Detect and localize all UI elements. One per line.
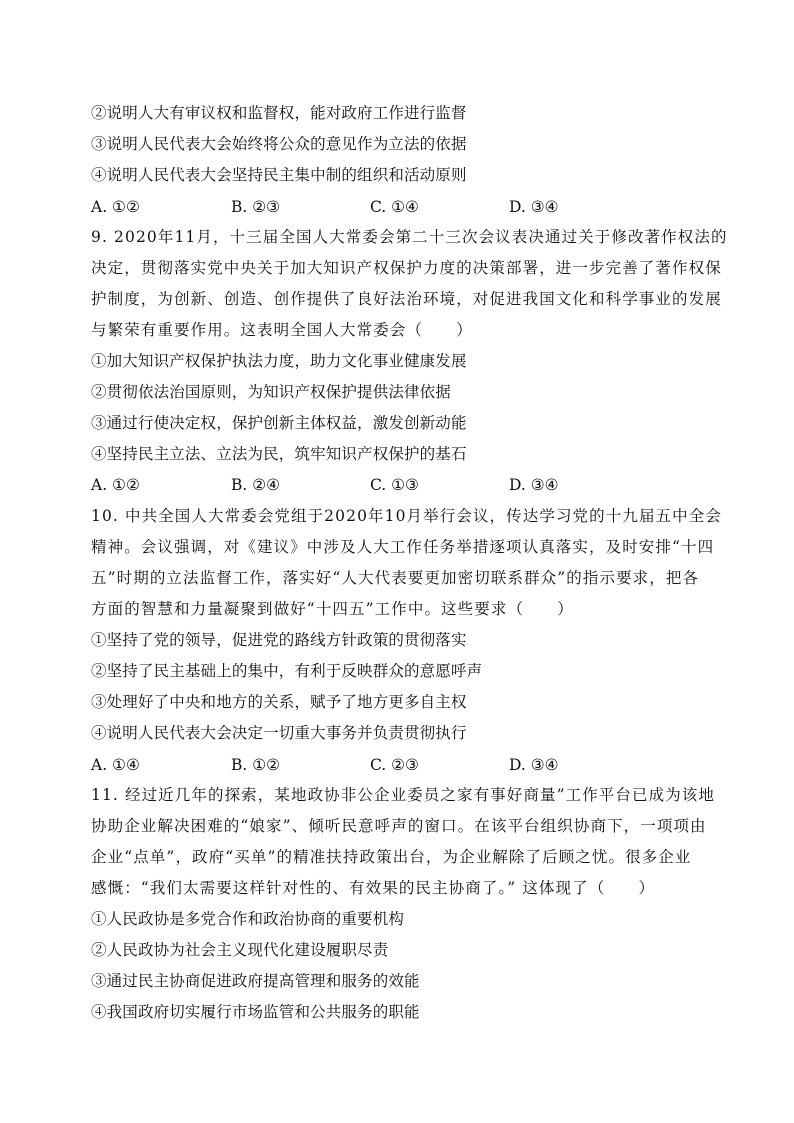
q11-stem-line-2: 协助企业解决困难的“娘家”、倾听民意呼声的窗口。在该平台组织协商下，一项项由 — [91, 817, 707, 835]
q11-option-3: ③通过民主协商促进政府提高管理和服务的效能 — [91, 972, 420, 990]
q10-choice-d: D. ③④ — [509, 756, 559, 774]
q10-choice-a: A. ①④ — [91, 756, 140, 774]
q10-option-1: ①坚持了党的领导，促进党的路线方针政策的贯彻落实 — [91, 631, 467, 649]
q10-stem-line-3: 五”时期的立法监督工作，落实好“人大代表要更加密切联系群众”的指示要求，把各 — [91, 569, 700, 587]
q8-choice-c: C. ①④ — [370, 198, 419, 216]
q9-choice-c: C. ①③ — [370, 476, 419, 494]
q8-option-4: ④说明人民代表大会坚持民主集中制的组织和活动原则 — [91, 166, 467, 184]
q9-option-2: ②贯彻依法治国原则，为知识产权保护提供法律依据 — [91, 383, 451, 401]
q11-option-2: ②人民政协为社会主义现代化建设履职尽责 — [91, 941, 389, 959]
q8-option-3: ③说明人民代表大会始终将公众的意见作为立法的依据 — [91, 135, 467, 153]
q11-stem-line-1: 11. 经过近几年的探索，某地政协非公企业委员之家有事好商量”工作平台已成为该地 — [91, 786, 716, 804]
q11-option-1: ①人民政协是多党合作和政治协商的重要机构 — [91, 910, 405, 928]
q8-choice-b: B. ②③ — [231, 198, 281, 216]
q10-choice-b: B. ①② — [231, 756, 281, 774]
q9-choice-b: B. ②④ — [231, 476, 281, 494]
q10-stem-line-1: 10. 中共全国人大常委会党组于2020年10月举行会议，传达学习党的十九届五中全会 — [91, 507, 722, 525]
q9-choice-d: D. ③④ — [509, 476, 559, 494]
q9-stem-line-4: 与繁荣有重要作用。这表明全国人大常委会（ ） — [91, 321, 473, 339]
q10-option-3: ③处理好了中央和地方的关系，赋予了地方更多自主权 — [91, 693, 467, 711]
q8-option-2: ②说明人大有审议权和监督权，能对政府工作进行监督 — [91, 104, 467, 122]
q9-stem-line-2: 决定，贯彻落实党中央关于加大知识产权保护力度的决策部署，进一步完善了著作权保 — [91, 259, 722, 277]
q9-stem-line-3: 护制度，为创新、创造、创作提供了良好法治环境，对促进我国文化和科学事业的发展 — [91, 290, 722, 308]
q11-option-4: ④我国政府切实履行市场监管和公共服务的职能 — [91, 1003, 420, 1021]
q10-stem-line-2: 精神。会议强调，对《建议》中涉及人大工作任务举措逐项认真落实，及时安排“十四 — [91, 538, 715, 556]
q11-stem-line-4: 感慨：“我们太需要这样针对性的、有效果的民主协商了。” 这体现了（ ） — [91, 879, 656, 897]
q10-stem-line-4: 方面的智慧和力量凝聚到做好“十四五”工作中。这些要求（ ） — [91, 600, 574, 618]
q8-choice-a: A. ①② — [91, 198, 140, 216]
q11-stem-line-3: 企业“点单”，政府“买单”的精准扶持政策出台，为企业解除了后顾之忧。很多企业 — [91, 848, 692, 866]
q10-option-2: ②坚持了民主基础上的集中，有利于反映群众的意愿呼声 — [91, 662, 483, 680]
q10-choice-c: C. ②③ — [370, 756, 419, 774]
q10-option-4: ④说明人民代表大会决定一切重大事务并负责贯彻执行 — [91, 724, 467, 742]
q9-option-4: ④坚持民主立法、立法为民，筑牢知识产权保护的基石 — [91, 445, 467, 463]
q9-stem-line-1: 9. 2020年11月，十三届全国人大常委会第二十三次会议表决通过关于修改著作权法的 — [91, 228, 728, 246]
q9-option-3: ③通过行使决定权，保护创新主体权益，激发创新动能 — [91, 414, 467, 432]
q9-choice-a: A. ①② — [91, 476, 140, 494]
q8-choice-d: D. ③④ — [509, 198, 559, 216]
q9-option-1: ①加大知识产权保护执法力度，助力文化事业健康发展 — [91, 352, 467, 370]
